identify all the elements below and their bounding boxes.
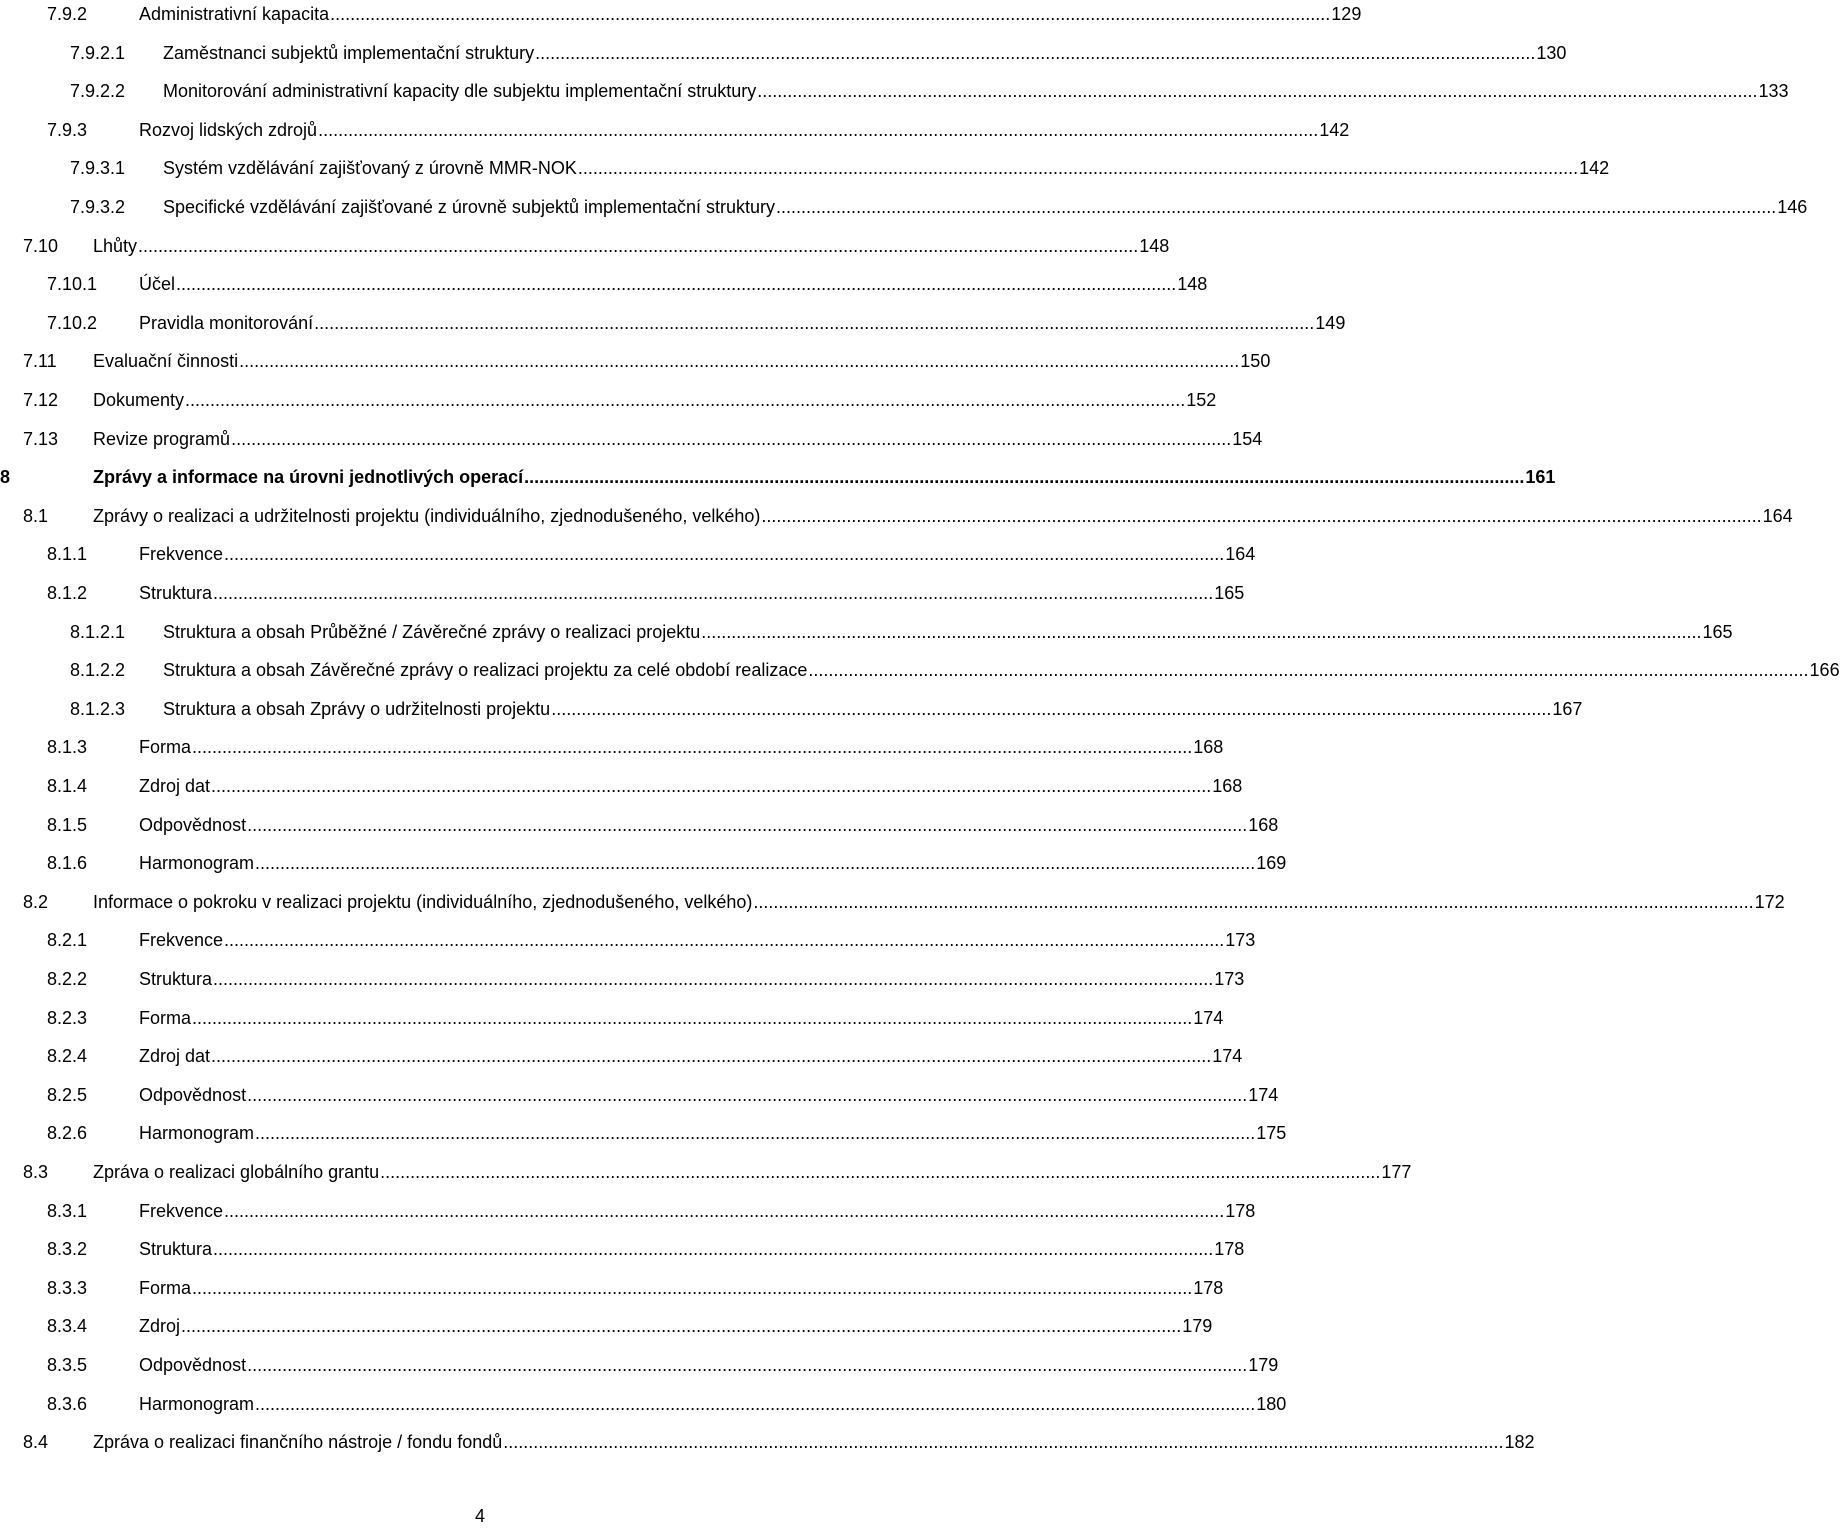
toc-entry-page: 174 [1193, 1007, 1224, 1028]
dot-leader: ........................................................................................................................................................................................................ [213, 583, 1214, 603]
toc-entry[interactable] [0, 1005, 1224, 1031]
dot-leader: ........................................................................................................................................................................................................ [176, 274, 1177, 295]
toc-entry-page: 164 [1762, 505, 1793, 526]
toc-entry-page: 168 [1248, 814, 1279, 835]
dot-leader: ........................................................................................................................................................................................................ [524, 467, 1525, 488]
dot-leader: ........................................................................................................................................................................................................ [211, 776, 1212, 796]
toc-entry-title: Harmonogram [139, 853, 255, 874]
toc-entry-number: 8.1.5 [47, 814, 88, 835]
toc-entry-title: Zpráva o realizaci finančního nástroje / fondu fondů [93, 1432, 503, 1453]
toc-entry-title: Zdroj dat [139, 1046, 211, 1067]
toc-entry[interactable] [0, 966, 1245, 992]
toc-entry[interactable] [0, 348, 1271, 374]
toc-entry-number: 8.3.6 [47, 1393, 88, 1414]
toc-entry-title: Specifické vzdělávání zajišťované z úrovně subjektů implementační struktury [163, 197, 776, 217]
toc-entry-number: 7.9.3.1 [70, 158, 126, 179]
toc-entry-page: 173 [1225, 930, 1256, 951]
dot-leader: ........................................................................................................................................................................................................ [211, 1046, 1212, 1067]
toc-entry[interactable] [0, 387, 1217, 413]
toc-entry[interactable] [0, 155, 1610, 181]
toc-entry-title: Frekvence [139, 1200, 224, 1221]
toc-entry-title: Systém vzdělávání zajišťovaný z úrovně MMR-NOK [163, 158, 577, 179]
dot-leader: ........................................................................................................................................................................................................ [503, 1432, 1504, 1453]
dot-leader: ........................................................................................................................................................................................................ [239, 351, 1240, 372]
toc-entry-title: Zdroj dat [139, 776, 211, 796]
toc-entry-number: 8.3.3 [47, 1277, 88, 1298]
toc-entry-number: 7.10.2 [47, 312, 98, 333]
toc-entry[interactable] [0, 619, 1733, 645]
toc-entry[interactable] [0, 580, 1245, 606]
dot-leader: ........................................................................................................................................................................................................ [224, 1200, 1225, 1221]
toc-entry[interactable] [0, 850, 1287, 876]
toc-entry-page: 168 [1193, 737, 1224, 758]
toc-entry[interactable] [0, 734, 1224, 760]
toc-entry-number: 8.1.4 [47, 776, 88, 796]
toc-entry-page: 178 [1193, 1277, 1224, 1298]
toc-entry-page: 142 [1579, 158, 1610, 179]
toc-entry[interactable] [0, 1159, 1412, 1185]
toc-entry-page: 165 [1702, 621, 1733, 642]
toc-entry-title: Harmonogram [139, 1123, 255, 1144]
toc-entry-number: 8.2.4 [47, 1046, 88, 1067]
toc-entry-title: Forma [139, 1277, 192, 1298]
toc-entry-page: 161 [1525, 467, 1556, 488]
toc-entry-title: Struktura a obsah Průběžné / Závěrečné zprávy o realizaci projektu [163, 621, 701, 642]
toc-entry[interactable] [0, 1236, 1245, 1262]
toc-entry-page: 179 [1248, 1355, 1279, 1375]
toc-entry-page: 178 [1225, 1200, 1256, 1221]
toc-entry-title: Forma [139, 1007, 192, 1028]
toc-entry-page: 175 [1256, 1123, 1287, 1144]
toc-entry-title: Odpovědnost [139, 1084, 247, 1105]
toc-entry-title: Struktura [139, 583, 213, 603]
toc-entry-number: 7.9.2.2 [70, 81, 126, 102]
toc-entry-number: 8.1.6 [47, 853, 88, 874]
toc-entry-page: 130 [1536, 42, 1567, 63]
toc-entry-number: 7.10.1 [47, 274, 98, 295]
dot-leader: ........................................................................................................................................................................................................ [577, 158, 1579, 179]
toc-entry[interactable] [0, 773, 1243, 799]
toc-entry-page: 180 [1256, 1393, 1287, 1414]
toc-entry-page: 165 [1214, 583, 1245, 603]
toc-entry-number: 7.9.2 [47, 4, 88, 24]
dot-leader: ........................................................................................................................................................................................................ [181, 1316, 1182, 1337]
toc-entry-number: 7.13 [23, 428, 59, 449]
toc-entry-number: 8.1 [23, 505, 49, 526]
toc-entry-number: 7.11 [23, 351, 57, 372]
toc-entry[interactable] [0, 1429, 1535, 1455]
toc-entry-page: 164 [1225, 544, 1256, 565]
toc-entry-page: 129 [1331, 4, 1362, 24]
dot-leader: ........................................................................................................................................................................................................ [192, 737, 1193, 758]
toc-entry-number: 8.2.5 [47, 1084, 88, 1105]
toc-entry-title: Informace o pokroku v realizaci projektu (individuálního, zjednodušeného, velkého) [93, 891, 753, 912]
toc-entry-number: 8.1.3 [47, 737, 88, 758]
toc-entry-title: Pravidla monitorování [139, 312, 314, 333]
toc-entry-number: 8.2 [23, 891, 49, 912]
toc-entry-number: 8.2.2 [47, 969, 88, 989]
dot-leader: ........................................................................................................................................................................................................ [255, 853, 1256, 874]
toc-entry-title: Zpráva o realizaci globálního grantu [93, 1162, 380, 1182]
dot-leader: ........................................................................................................................................................................................................ [247, 1084, 1248, 1105]
toc-entry-title: Zprávy o realizaci a udržitelnosti projektu (individuálního, zjednodušeného, velkého) [93, 505, 761, 526]
dot-leader: ........................................................................................................................................................................................................ [808, 660, 1809, 681]
toc-entry-number: 8.1.2.2 [70, 660, 126, 681]
dot-leader: ........................................................................................................................................................................................................ [330, 4, 1331, 24]
toc-entry-number: 7.9.3.2 [70, 197, 126, 217]
dot-leader: ........................................................................................................................................................................................................ [138, 235, 1139, 256]
toc-entry-page: 182 [1504, 1432, 1535, 1453]
toc-entry-number: 8.3.1 [47, 1200, 88, 1221]
toc-entry-page: 174 [1248, 1084, 1279, 1105]
toc-entry[interactable] [0, 233, 1170, 259]
toc-entry-page: 179 [1182, 1316, 1213, 1337]
toc-entry[interactable] [0, 696, 1583, 722]
toc-entry-title: Evaluační činnosti [93, 351, 239, 372]
dot-leader: ........................................................................................................................................................................................................ [192, 1007, 1193, 1028]
toc-entry-title: Účel [139, 274, 176, 295]
toc-entry[interactable] [0, 1082, 1279, 1108]
toc-entry-title: Struktura [139, 1239, 213, 1260]
toc-entry-title: Administrativní kapacita [139, 4, 330, 24]
dot-leader: ........................................................................................................................................................................................................ [753, 891, 1754, 912]
toc-entry-number: 8.3 [23, 1162, 49, 1182]
toc-entry-number: 8.3.4 [47, 1316, 88, 1337]
toc-entry-page: 177 [1381, 1162, 1412, 1182]
toc-entry-title: Forma [139, 737, 192, 758]
toc-entry[interactable] [0, 1198, 1256, 1224]
toc-entry[interactable] [0, 657, 1840, 683]
toc-entry-page: 149 [1315, 312, 1346, 333]
toc-entry-number: 8.1.2 [47, 583, 88, 603]
toc-entry-number: 8.4 [23, 1432, 49, 1453]
toc-entry[interactable] [0, 1352, 1279, 1378]
toc-entry-page: 168 [1212, 776, 1243, 796]
toc-entry-title: Struktura a obsah Zprávy o udržitelnosti projektu [163, 698, 551, 719]
toc-entry[interactable] [0, 1275, 1224, 1301]
dot-leader: ........................................................................................................................................................................................................ [318, 119, 1319, 140]
toc-entry-title: Harmonogram [139, 1393, 255, 1414]
toc-entry-title: Rozvoj lidských zdrojů [139, 119, 318, 140]
dot-leader: ........................................................................................................................................................................................................ [255, 1123, 1256, 1144]
toc-entry-number: 8.3.5 [47, 1355, 88, 1375]
dot-leader: ........................................................................................................................................................................................................ [535, 42, 1536, 63]
dot-leader: ........................................................................................................................................................................................................ [314, 312, 1315, 333]
dot-leader: ........................................................................................................................................................................................................ [213, 1239, 1214, 1260]
toc-entry-page: 154 [1232, 428, 1263, 449]
toc-entry-title: Odpovědnost [139, 814, 247, 835]
dot-leader: ........................................................................................................................................................................................................ [761, 505, 1762, 526]
toc-entry-title: Frekvence [139, 930, 224, 951]
page-number: 4 [474, 1506, 485, 1526]
toc-entry-title: Zprávy a informace na úrovni jednotlivých operací [93, 467, 524, 488]
toc-entry[interactable] [0, 1313, 1213, 1339]
toc-entry[interactable] [0, 194, 1808, 220]
toc-entry-number: 8.1.2.3 [70, 698, 126, 719]
dot-leader: ........................................................................................................................................................................................................ [185, 390, 1186, 410]
toc-entry-page: 146 [1777, 197, 1808, 217]
toc-entry-page: 166 [1809, 660, 1840, 681]
toc-entry-title: Struktura [139, 969, 213, 989]
toc-entry-title: Monitorování administrativní kapacity dle subjektu implementační struktury [163, 81, 757, 102]
dot-leader: ........................................................................................................................................................................................................ [192, 1277, 1193, 1298]
dot-leader: ........................................................................................................................................................................................................ [247, 814, 1248, 835]
toc-entry[interactable] [0, 78, 1789, 104]
toc-entry-number: 7.12 [23, 390, 59, 410]
dot-leader: ........................................................................................................................................................................................................ [213, 969, 1214, 989]
dot-leader: ........................................................................................................................................................................................................ [247, 1355, 1248, 1375]
toc-entry-page: 172 [1754, 891, 1785, 912]
toc-entry-page: 148 [1177, 274, 1208, 295]
dot-leader: ........................................................................................................................................................................................................ [380, 1162, 1381, 1182]
toc-entry-page: 148 [1139, 235, 1170, 256]
toc-entry-number: 8 [0, 467, 11, 488]
toc-entry-title: Zaměstnanci subjektů implementační struktury [163, 42, 535, 63]
toc-entry[interactable] [0, 271, 1208, 297]
toc-entry-page: 133 [1758, 81, 1789, 102]
toc-entry[interactable] [0, 426, 1263, 452]
toc-entry-title: Struktura a obsah Závěrečné zprávy o realizaci projektu za celé období realizace [163, 660, 808, 681]
toc-entry[interactable] [0, 1, 1362, 27]
toc-entry-title: Odpovědnost [139, 1355, 247, 1375]
toc-entry-page: 152 [1186, 390, 1217, 410]
toc-entry-number: 8.1.2.1 [70, 621, 126, 642]
toc-entry[interactable] [0, 812, 1279, 838]
dot-leader: ........................................................................................................................................................................................................ [776, 197, 1777, 217]
toc-entry-page: 167 [1552, 698, 1583, 719]
toc-entry-number: 8.2.3 [47, 1007, 88, 1028]
toc-entry[interactable] [0, 1120, 1287, 1146]
dot-leader: ........................................................................................................................................................................................................ [224, 930, 1225, 951]
toc-entry-number: 8.1.1 [47, 544, 88, 565]
toc-entry-page: 169 [1256, 853, 1287, 874]
toc-entry[interactable] [0, 464, 1556, 490]
toc-entry[interactable] [0, 541, 1256, 567]
toc-entry-page: 174 [1212, 1046, 1243, 1067]
toc-entry[interactable] [0, 310, 1346, 336]
dot-leader: ........................................................................................................................................................................................................ [701, 621, 1702, 642]
dot-leader: ........................................................................................................................................................................................................ [255, 1393, 1256, 1414]
toc-entry-title: Revize programů [93, 428, 231, 449]
toc-entry-title: Dokumenty [93, 390, 185, 410]
toc-entry-page: 142 [1319, 119, 1350, 140]
toc-entry[interactable] [0, 1043, 1243, 1069]
toc-entry-page: 150 [1240, 351, 1271, 372]
toc-entry-number: 7.9.3 [47, 119, 88, 140]
toc-entry[interactable] [0, 40, 1567, 66]
toc-entry-number: 7.10 [23, 235, 59, 256]
toc-entry[interactable] [0, 503, 1793, 529]
dot-leader: ........................................................................................................................................................................................................ [757, 81, 1758, 102]
toc-entry-number: 8.3.2 [47, 1239, 88, 1260]
toc-entry-number: 7.9.2.1 [70, 42, 126, 63]
dot-leader: ........................................................................................................................................................................................................ [551, 698, 1552, 719]
toc-entry-title: Frekvence [139, 544, 224, 565]
dot-leader: ........................................................................................................................................................................................................ [224, 544, 1225, 565]
toc-entry[interactable] [0, 117, 1350, 143]
toc-entry[interactable] [0, 927, 1256, 953]
dot-leader: ........................................................................................................................................................................................................ [231, 428, 1232, 449]
toc-entry-title: Lhůty [93, 235, 138, 256]
toc-entry-page: 173 [1214, 969, 1245, 989]
toc-entry[interactable] [0, 889, 1785, 915]
toc-entry-title: Zdroj [139, 1316, 181, 1337]
toc-entry-number: 8.2.6 [47, 1123, 88, 1144]
toc-entry-number: 8.2.1 [47, 930, 88, 951]
toc-entry[interactable] [0, 1391, 1287, 1417]
toc-entry-page: 178 [1214, 1239, 1245, 1260]
